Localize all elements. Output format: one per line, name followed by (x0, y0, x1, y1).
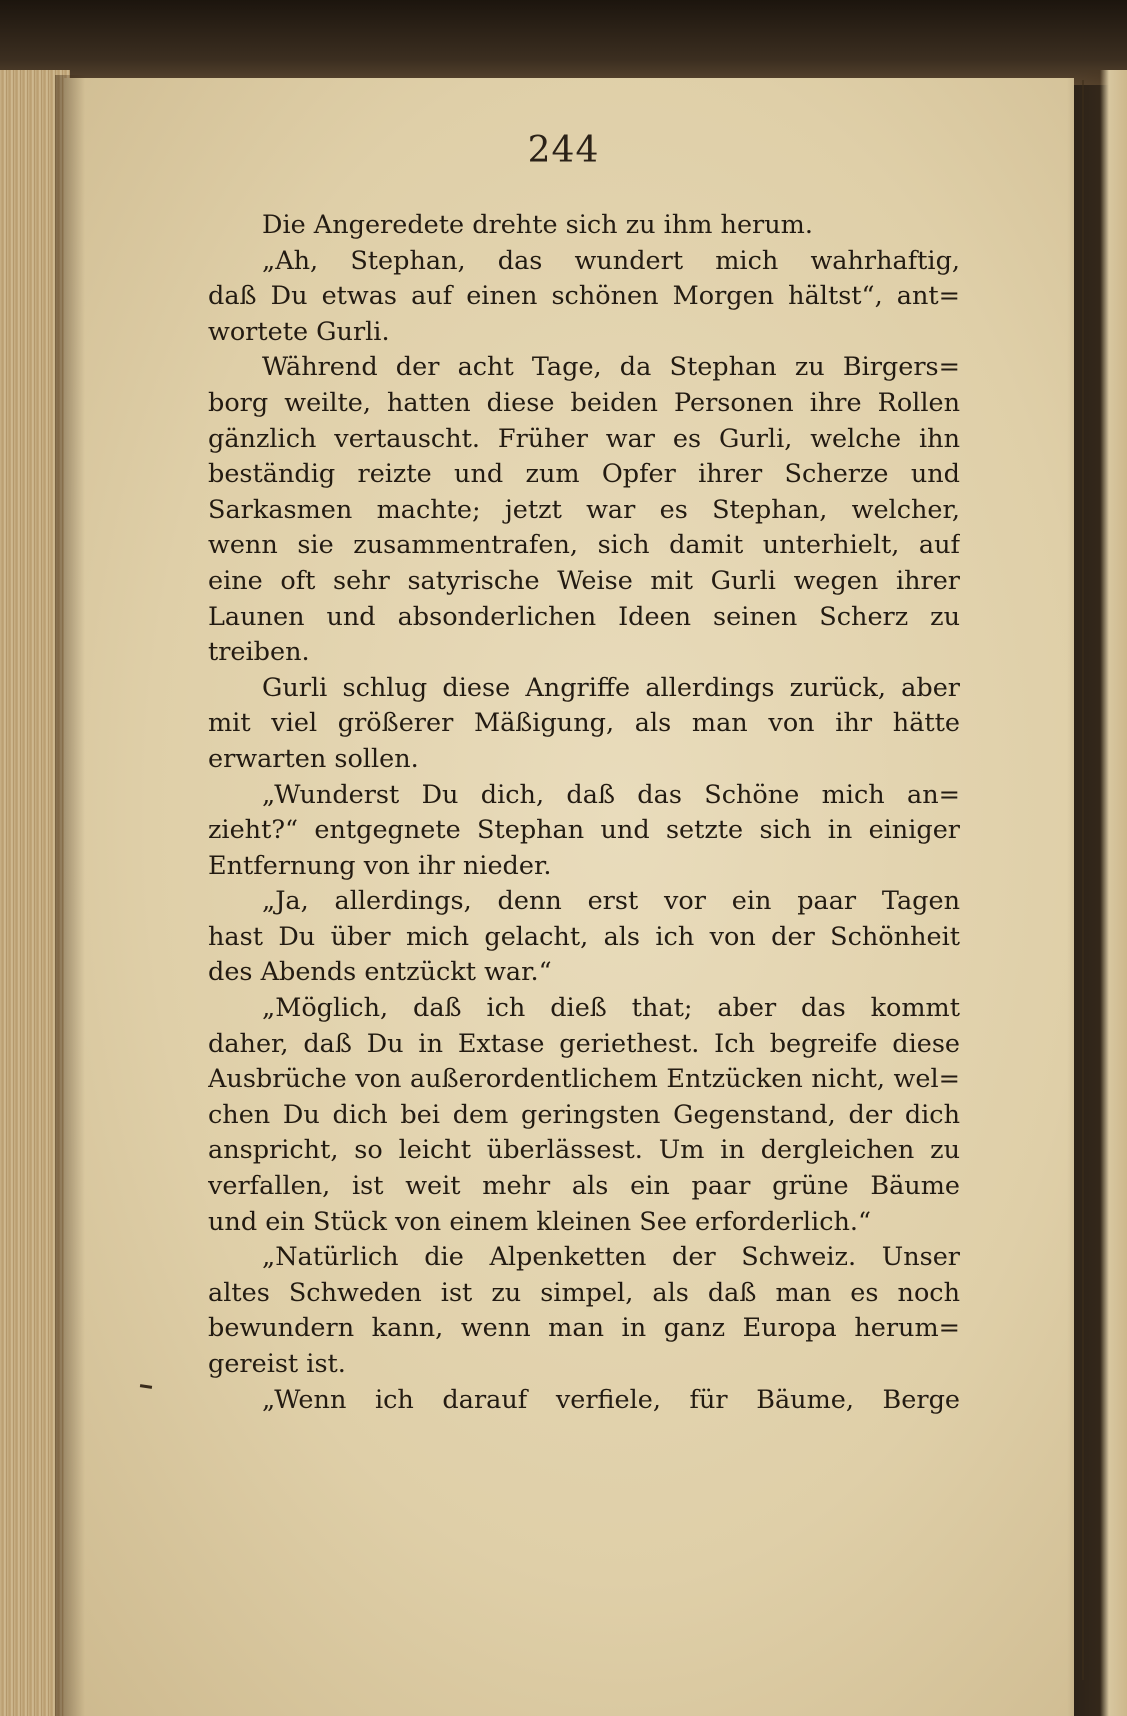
text-line: „Wunderst Du dich, daß das Schöne mich an= (262, 779, 960, 810)
text-line: anspricht, so leicht überlässest. Um in dergleichen zu (208, 1135, 960, 1166)
text-line: „Ja, allerdings, denn erst vor ein paar Tagen (262, 886, 960, 917)
text-line: daß Du etwas auf einen schönen Morgen hältst“, ant= (208, 281, 960, 312)
text-line: verfallen, ist weit mehr als ein paar grüne Bäume (208, 1171, 960, 1202)
text-line: „Natürlich die Alpenketten der Schweiz. Unser (262, 1242, 960, 1273)
text-line: altes Schweden ist zu simpel, als daß man es noch (208, 1277, 960, 1308)
gutter-line (1082, 80, 1084, 1680)
text-line: mit viel größerer Mäßigung, als man von ihr hätte (208, 708, 960, 739)
text-line: chen Du dich bei dem geringsten Gegenstand, der dich (208, 1099, 960, 1130)
text-line: eine oft sehr satyrische Weise mit Gurli wegen ihrer (208, 565, 960, 596)
text-line: zieht?“ entgegnete Stephan und setzte sich in einiger (208, 815, 960, 846)
text-line: bewundern kann, wenn man in ganz Europa herum= (208, 1313, 960, 1344)
text-line: Die Angeredete drehte sich zu ihm herum. (262, 210, 813, 240)
text-line: Sarkasmen machte; jetzt war es Stephan, welcher, (208, 494, 960, 525)
text-line: Während der acht Tage, da Stephan zu Birgers= (262, 352, 960, 383)
text-line: wortete Gurli. (208, 316, 390, 347)
text-line: „Ah, Stephan, das wundert mich wahrhaftig, (262, 245, 960, 276)
book-top-edge (0, 0, 1127, 85)
text-line: Ausbrüche von außerordentlichem Entzücken nicht, wel= (208, 1064, 960, 1095)
text-line: und ein Stück von einem kleinen See erforderlich.“ (208, 1206, 872, 1237)
text-line: gereist ist. (208, 1349, 346, 1379)
text-line: Entfernung von ihr nieder. (208, 850, 552, 881)
text-line: hast Du über mich gelacht, als ich von der Schönheit (208, 921, 960, 952)
text-line: Launen und absonderlichen Ideen seinen Scherz zu (208, 601, 960, 632)
text-line: beständig reizte und zum Opfer ihrer Scherze und (208, 459, 960, 490)
text-line: borg weilte, hatten diese beiden Personen ihre Rollen (208, 387, 960, 418)
text-line: „Wenn ich darauf verfiele, für Bäume, Berge (262, 1384, 960, 1415)
text-line: Gurli schlug diese Angriffe allerdings zurück, aber (262, 672, 960, 703)
text-line: „Möglich, daß ich dieß that; aber das kommt (262, 993, 960, 1024)
text-line: erwarten sollen. (208, 743, 419, 774)
text-line: wenn sie zusammentrafen, sich damit unterhielt, auf (208, 530, 960, 561)
text-line: gänzlich vertauscht. Früher war es Gurli, welche ihn (208, 423, 960, 454)
text-line: daher, daß Du in Extase geriethest. Ich begreife diese (208, 1028, 960, 1059)
page-number: 244 (527, 130, 600, 171)
text-line: des Abends entzückt war.“ (208, 957, 552, 988)
text-line: treiben. (208, 637, 310, 668)
page-shadow (55, 75, 85, 1716)
book-gutter (1067, 70, 1127, 1716)
body-text (208, 208, 960, 1418)
